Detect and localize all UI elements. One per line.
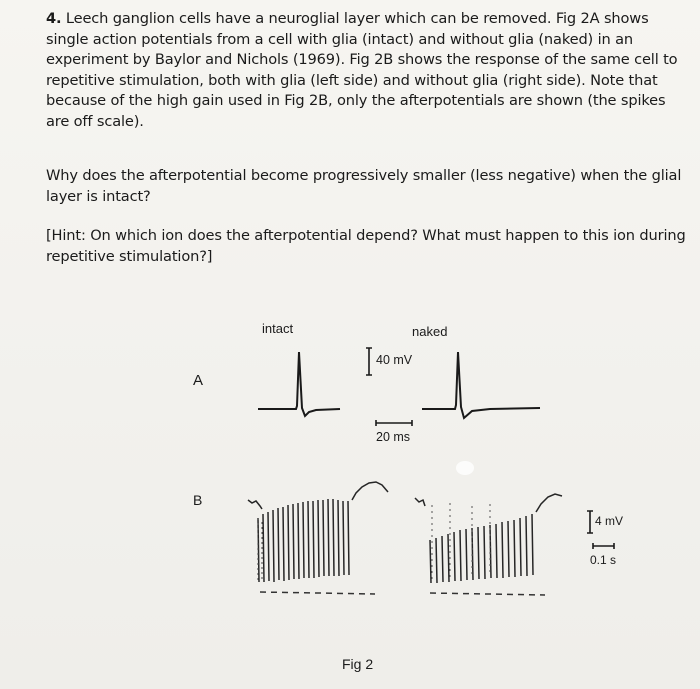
intact-baseline-dashed (260, 592, 375, 594)
question-paragraph-2: Why does the afterpotential become progressively smaller (less negative) when the glial layer is intact? (46, 167, 682, 205)
scale-a-voltage-label: 40 mV (376, 353, 413, 367)
panel-label-b: B (193, 492, 203, 508)
photo-glare (456, 461, 474, 475)
question-text: Leech ganglion cells have a neuroglial layer which can be removed. Fig 2A shows single action potentials from a cell with glia (intact) and without glia (naked) in an experiment by Baylor and Nichols (1969). Fig 2B shows the response of the same cell to repetitive stimulation, both with glia (left side) and without glia (right side). Note that because of the high gain used in Fig 2B, only the afterpotentials are shown (the spikes are off scale). (46, 10, 678, 130)
time-scale-bar-a (376, 420, 412, 426)
voltage-scale-bar-b (587, 511, 593, 533)
label-intact: intact (262, 321, 294, 336)
figure-drawing (0, 300, 700, 689)
label-naked: naked (412, 324, 448, 339)
hint-paragraph: [Hint: On which ion does the afterpotential depend? What must happen to this ion during repetitive stimulation?] (46, 227, 686, 265)
figure-2 (0, 300, 700, 689)
voltage-scale-bar-a (366, 348, 372, 375)
scale-a-time-label: 20 ms (376, 430, 411, 444)
panel-label-a: A (193, 372, 204, 389)
time-scale-bar-b (593, 543, 614, 549)
question-paragraph-1 (46, 9, 690, 132)
intact-action-potential-trace (258, 352, 340, 416)
naked-action-potential-trace (422, 352, 540, 418)
naked-repetitive-trace (415, 494, 562, 583)
naked-baseline-dashed (430, 593, 545, 595)
scale-b-voltage-label: 4 mV (595, 514, 624, 528)
figure-caption: Fig 2 (342, 656, 374, 672)
intact-repetitive-trace (248, 482, 388, 582)
scale-b-time-label: 0.1 s (590, 553, 617, 567)
question-number: 4. (46, 10, 62, 27)
